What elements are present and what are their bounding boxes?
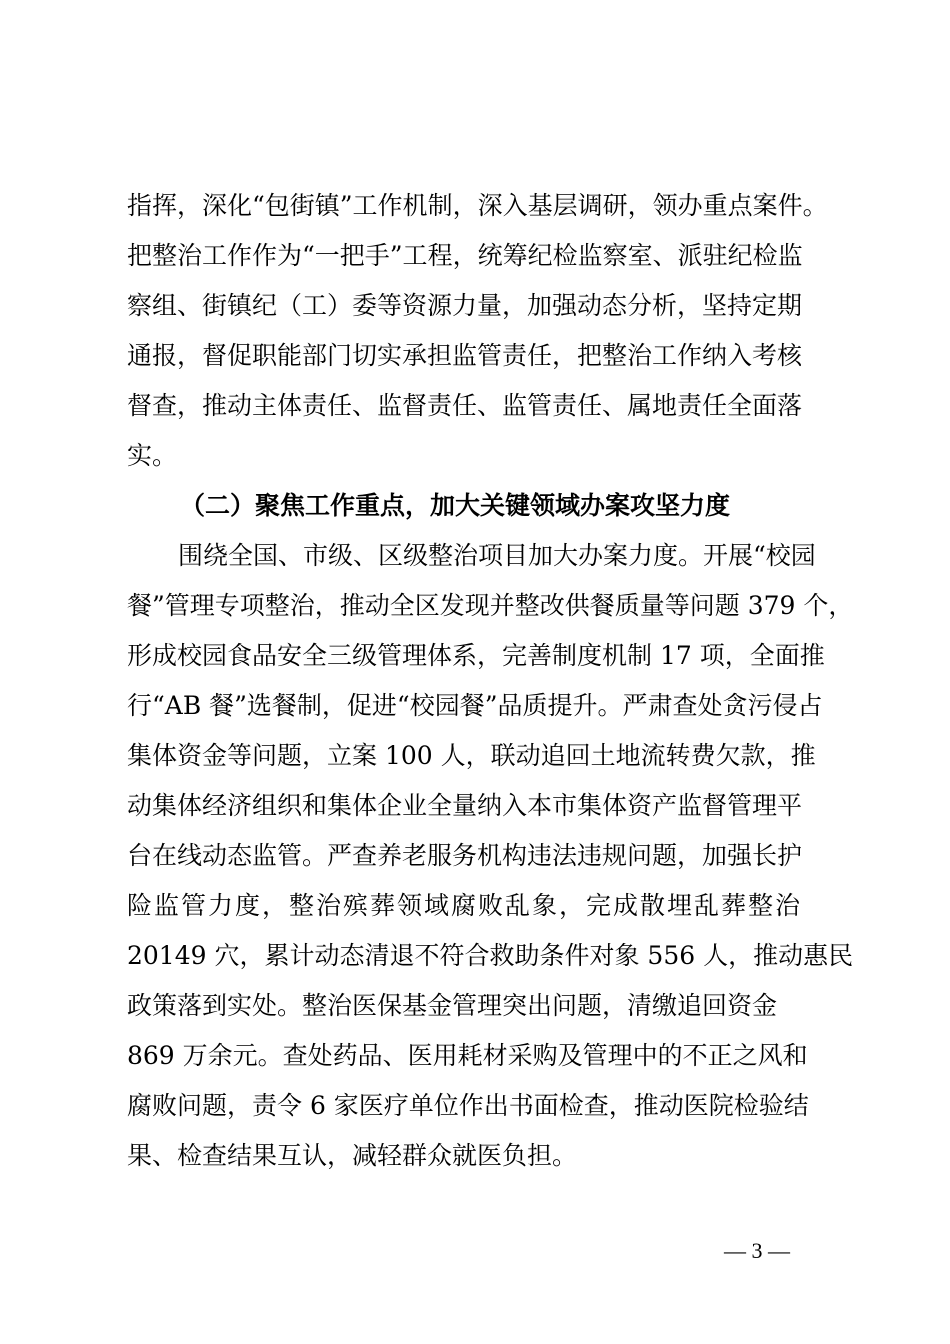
paragraph-1-line-4: 通报，督促职能部门切实承担监管责任，把整治工作纳入考核 (127, 341, 803, 370)
paragraph-2-line-10: 政策落到实处。整治医保基金管理突出问题，清缴追回资金 (127, 991, 778, 1020)
section-heading: （二）聚焦工作重点，加大关键领域办案攻坚力度 (180, 491, 731, 520)
paragraph-2-line-7: 台在线动态监管。严查养老服务机构违法违规问题，加强长护 (127, 841, 803, 870)
paragraph-2-line-12: 腐败问题，责令 6 家医疗单位作出书面检查，推动医院检验结 (127, 1091, 809, 1120)
paragraph-2-line-6: 动集体经济组织和集体企业全量纳入本市集体资产监督管理平 (127, 791, 803, 820)
paragraph-2-line-2: 餐”管理专项整治，推动全区发现并整改供餐质量等问题 379 个， (127, 591, 854, 620)
paragraph-2-line-13: 果、检查结果互认，减轻群众就医负担。 (127, 1141, 578, 1170)
paragraph-2-line-3: 形成校园食品安全三级管理体系，完善制度机制 17 项，全面推 (127, 641, 825, 670)
paragraph-2-line-9: 20149 穴，累计动态清退不符合救助条件对象 556 人，推动惠民 (127, 941, 854, 970)
paragraph-2-line-1: 围绕全国、市级、区级整治项目加大办案力度。开展“校园 (178, 541, 816, 570)
paragraph-2-line-8: 险监管力度，整治殡葬领域腐败乱象，完成散埋乱葬整治 (127, 891, 803, 920)
paragraph-1-line-5: 督查，推动主体责任、监督责任、监管责任、属地责任全面落 (127, 391, 803, 420)
paragraph-2-line-4: 行“AB 餐”选餐制，促进“校园餐”品质提升。严肃查处贪污侵占 (127, 691, 823, 720)
paragraph-1-line-2: 把整治工作作为“一把手”工程，统筹纪检监察室、派驻纪检监 (127, 241, 803, 270)
page-number: — 3 — (724, 1238, 790, 1263)
paragraph-2-line-11: 869 万余元。查处药品、医用耗材采购及管理中的不正之风和 (127, 1041, 808, 1070)
paragraph-1-line-1: 指挥，深化“包街镇”工作机制，深入基层调研，领办重点案件。 (127, 191, 828, 220)
paragraph-2-line-5: 集体资金等问题，立案 100 人，联动追回土地流转费欠款，推 (127, 741, 816, 770)
paragraph-1-line-3: 察组、街镇纪（工）委等资源力量，加强动态分析，坚持定期 (127, 291, 803, 320)
paragraph-1-line-6: 实。 (127, 441, 178, 470)
